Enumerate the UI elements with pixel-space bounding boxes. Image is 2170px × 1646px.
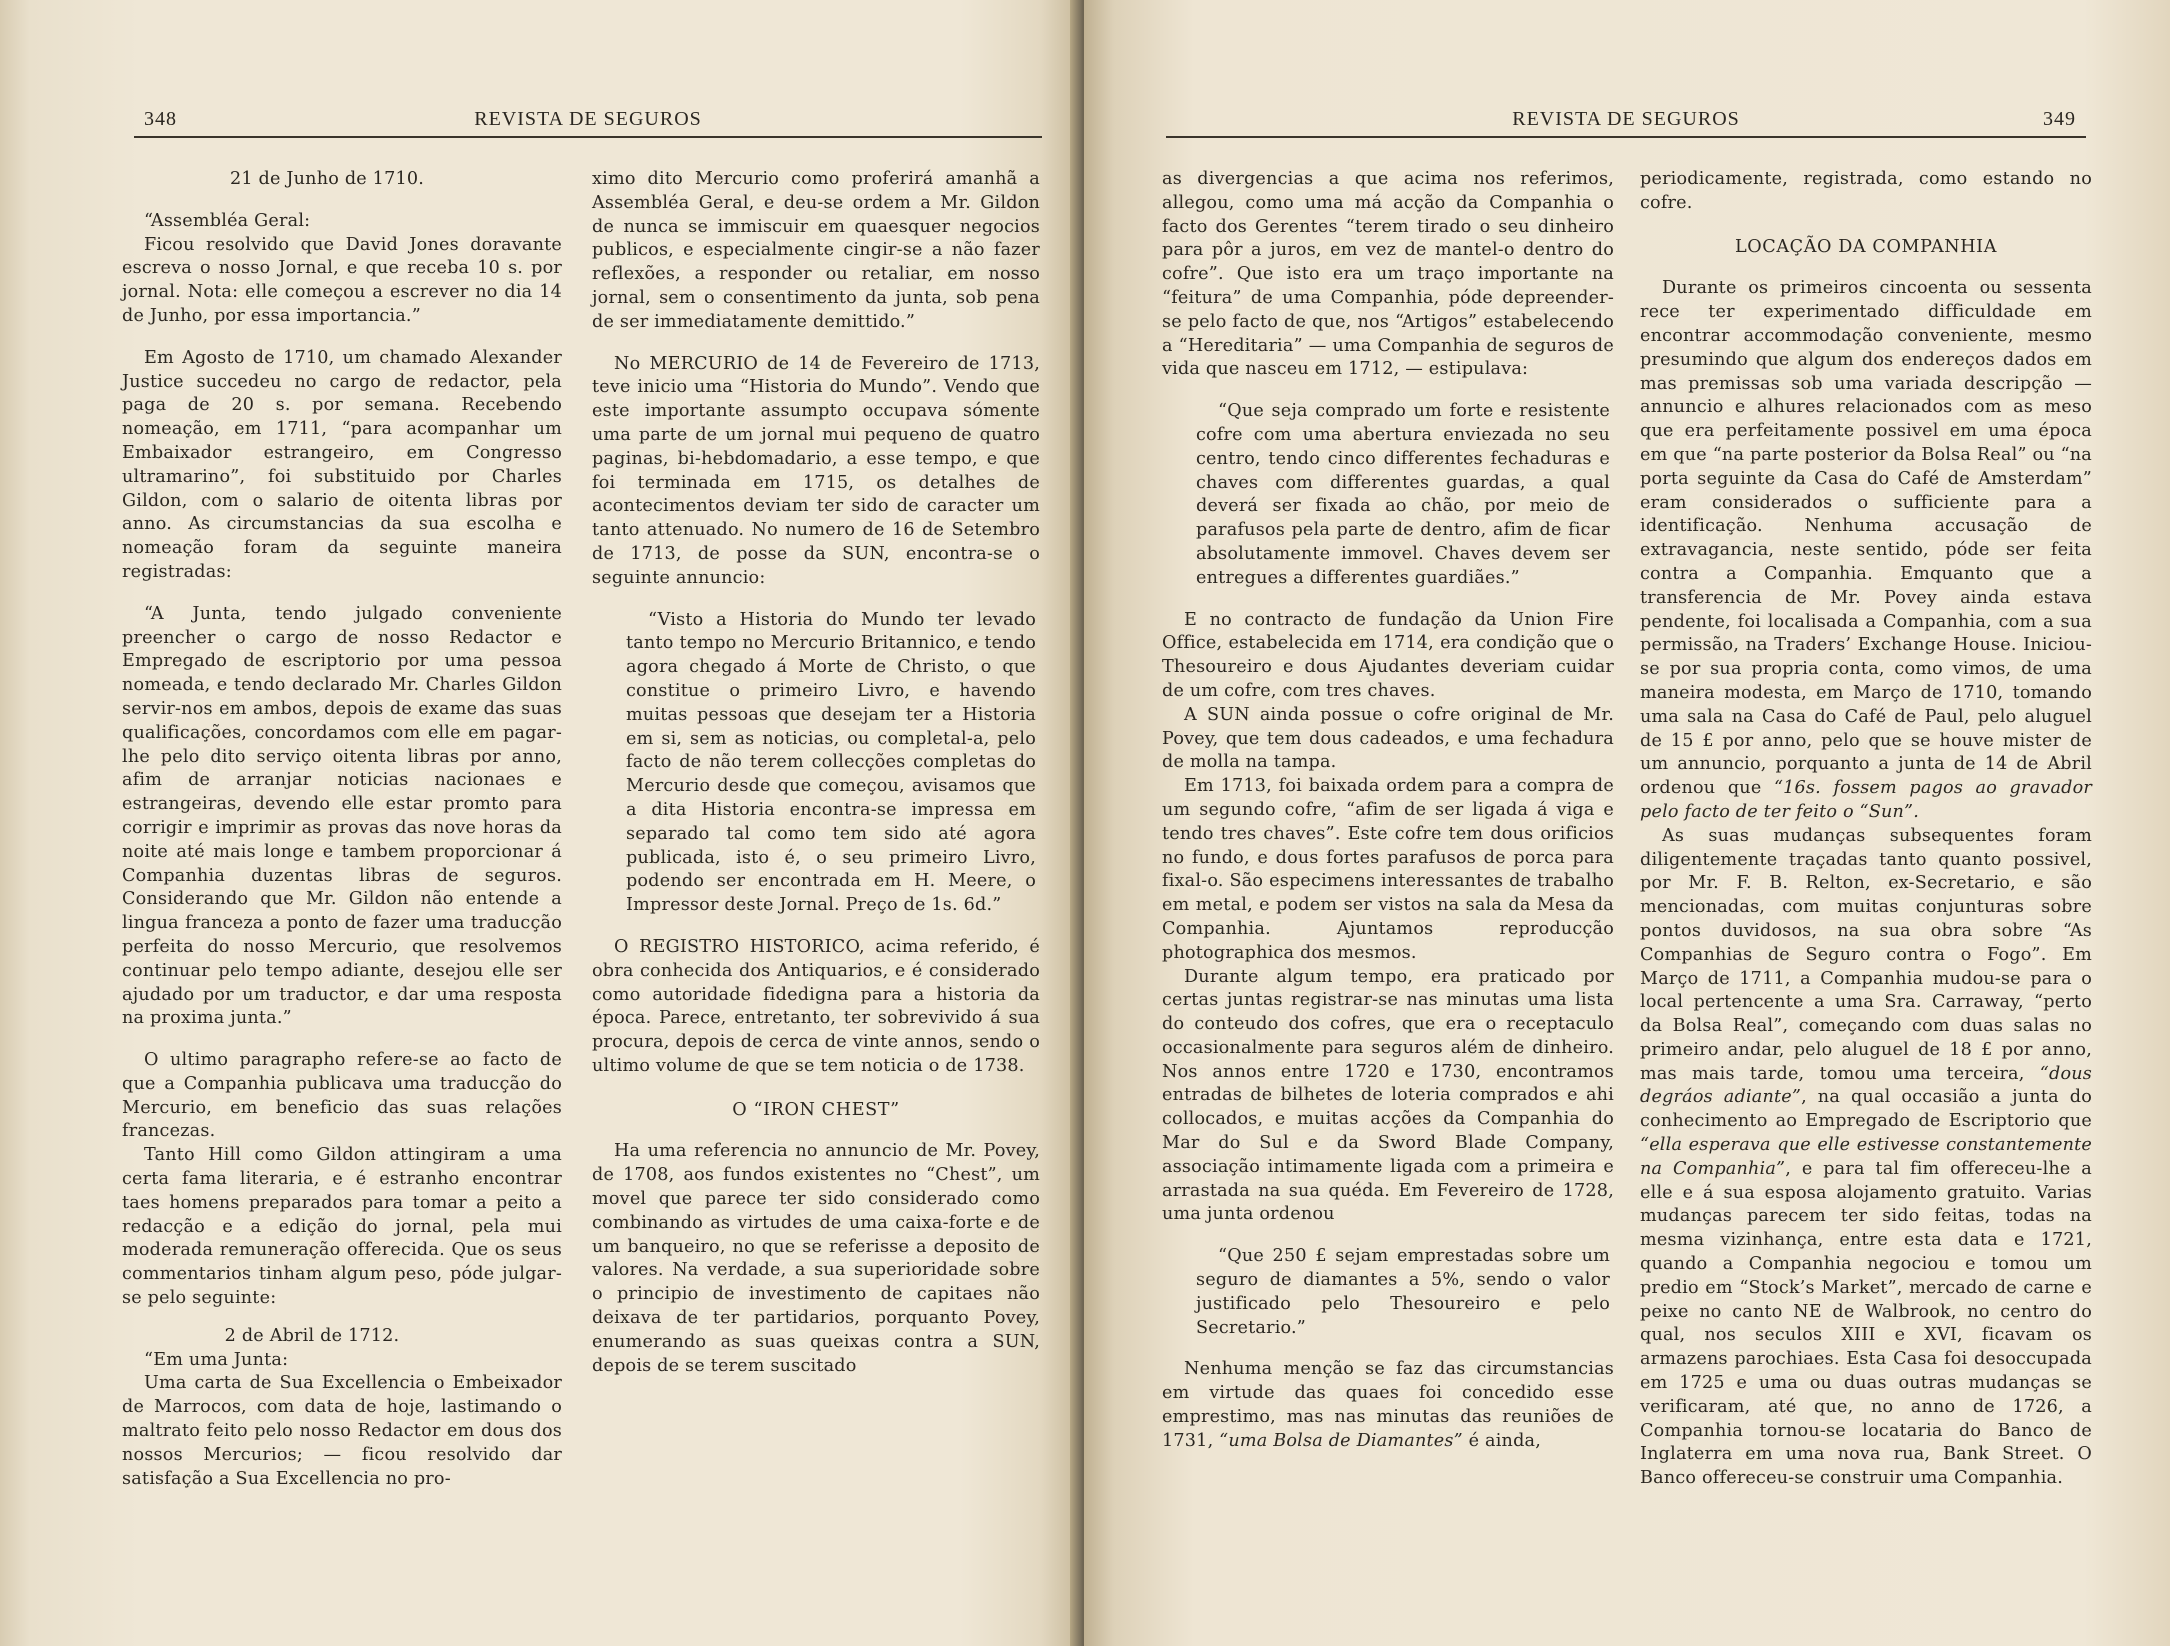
paragraph: Tanto Hill como Gildon attingiram a uma certa fama literaria, e é estranho encontrar taes homens preparados para tomar a peito a redacção e a edição do jornal, pela mui moderada remuneração offerecida. Que os seus commentarios tinham algum peso, póde julgar-se pelo seguinte: (122, 1145, 562, 1309)
left-page (0, 0, 1078, 1646)
paragraph (1640, 825, 2092, 1491)
paragraph: Ha uma referencia no annuncio de Mr. Povey, de 1708, aos fundos existentes no “Chest”, um movel que parece ter sido considerado como combinando as virtudes de uma caixa-forte e de um banqueiro, no que se referisse a deposito de valores. Na verdade, a sua superioridade sobre o principio de investimento de capitaes não deixava de ter partidarios, porquanto Povey, enumerando as suas queixas contra a SUN, depois de se terem suscitado (592, 1141, 1040, 1376)
paragraph (1162, 1358, 1614, 1453)
quoted-order: “Que 250 £ sejam emprestadas sobre um seguro de diamantes a 5%, sendo o valor justificado pelo Thesoureiro e pelo Secretario.” (1196, 1246, 1610, 1338)
paragraph: O ultimo paragrapho refere-se ao facto de que a Companhia publicava uma traducção do Mercurio, em beneficio das suas relações francezas. (122, 1050, 562, 1142)
section-heading: LOCAÇÃO DA COMPANHIA (1734, 236, 1998, 257)
left-column-2 (592, 168, 1040, 1378)
paragraph: “A Junta, tendo julgado conveniente preencher o cargo de nosso Redactor e Empregado de escriptorio por uma pessoa nomeada, e tendo declarado Mr. Charles Gildon servir-nos em ambos, depois de exame das suas qualificações, concordamos com elle em pagar-lhe pelo dito serviço oitenta libras por anno, afim de arranjar noticias nacionaes e estrangeiras, devendo elle estar promto para corrigir e imprimir as provas das nove horas da noite até mais longe e tambem proporcionar á Companhia duzentas libras de seguros. Considerando que Mr. Gildon não entende a lingua franceza a ponto de fazer uma traducção perfeita do nosso Mercurio, que resolvemos continuar pelo tempo adiante, desejou elle ser ajudado por um traductor, e dar uma resposta na proxima junta.” (122, 603, 562, 1029)
right-page-header (1166, 102, 2086, 138)
paragraph (1640, 277, 2092, 824)
italic-run: “ella esperava que elle estivesse constantemente na Companhia” (1640, 1135, 2092, 1179)
page-number: 349 (2043, 108, 2076, 130)
right-page (1084, 0, 2170, 1646)
quoted-announcement: “Visto a Historia do Mundo ter levado tanto tempo no Mercurio Britannico, e tendo agora chegado á Morte de Christo, o que constitue o primeiro Livro, e havendo muitas pessoas que desejam ter a Historia em si, sem as noticias, ou completal-a, pelo facto de não terem collecções completas do Mercurio desde que começou, avisamos que a dita Historia encontra-se impressa em separado tal como tem sido até agora publicada, isto é, o seu primeiro Livro, podendo ser encontrada em H. Meere, o Impressor deste Jornal. Preço de 1s. 6d.” (626, 609, 1036, 916)
right-column-2 (1640, 168, 2092, 1491)
paragraph: Durante algum tempo, era praticado por certas juntas registrar-se nas minutas uma lista do conteudo dos cofres, que era o receptaculo occasionalmente para seguros além de dinheiro. Nos annos entre 1720 e 1730, encontramos entradas de bilhetes de loteria comprados e ahi collocados, e muitas acções da Companhia do Mar do Sul e da Sword Blade Company, associação intimamente ligada com a primeira e arrastada na sua quéda. Em Fevereiro de 1728, uma junta ordenou (1162, 966, 1614, 1225)
italic-run: “uma Bolsa de Diamantes” (1219, 1430, 1463, 1451)
paragraph: A SUN ainda possue o cofre original de Mr. Povey, que tem dous cadeados, e uma fechadura de molla na tampa. (1162, 704, 1614, 773)
italic-run: “16s. fossem pagos ao gravador pelo facto de ter feito o “Sun”. (1640, 778, 2092, 822)
journal-title: REVISTA DE SEGUROS (474, 108, 702, 130)
text-run: , na qual occasião a junta do conhecimento ao Empregado de Escriptorio que (1640, 1087, 2092, 1132)
paragraph: as divergencias a que acima nos referimos, allegou, como uma má acção da Companhia o facto dos Gerentes “terem tirado o seu dinheiro para pôr a juros, em vez de mantel-o dentro do cofre”. Que isto era um traço importante na “feitura” de uma Companhia, póde depreender-se pelo facto de que, nos “Artigos” estabelecendo a “Hereditaria” — uma Companhia de seguros de vida que nasceu em 1712, — estipulava: (1162, 169, 1614, 380)
paragraph: Em 1713, foi baixada ordem para a compra de um segundo cofre, “afim de ser ligada á viga e tendo tres chaves”. Este cofre tem dous orificios no fundo, e dous fortes parafusos de porca para fixal-o. São especimens interessantes de trabalho em metal, e podem ser vistos na sala da Mesa da Companhia. Ajuntamos reproducção photographica dos mesmos. (1162, 776, 1614, 963)
text-run: Durante os primeiros cincoenta ou sessenta rece ter experimentado difficuldade em encontrar accommodação conveniente, mesmo presumindo que algum dos endereços dados em mas premissas sob uma variada descripção — annuncio e alhures relacionados com as meso que era perfeitamente possivel em uma época em que “na parte posterior da Bolsa Real” ou “na porta seguinte da Casa do Café de Amsterdam” eram considerados o sufficiente para a identificação. Nenhuma accusação de extravagancia, neste sentido, póde ser feita contra a Companhia. Emquanto que a transferencia de Mr. Povey ainda estava pendente, foi localisada a Companhia, com a sua permissão, na Traders’ Exchange House. Iniciou-se por sua propria conta, como vimos, de uma maneira modesta, em Março de 1710, tomando uma sala na Casa do Café de Paul, pelo aluguel de 15 £ por anno, pelo que se houve mister de um annuncio, porquanto a junta de 14 de Abril ordenou que (1640, 278, 2092, 799)
paragraph: periodicamente, registrada, como estando no cofre. (1640, 169, 2092, 213)
paragraph: Ficou resolvido que David Jones doravante escreva o nosso Jornal, e que receba 10 s. por jornal. Nota: elle começou a escrever no dia 14 de Junho, por essa importancia.” (122, 234, 562, 326)
paragraph: No MERCURIO de 14 de Fevereiro de 1713, teve inicio uma “Historia do Mundo”. Vendo que este importante assumpto occupava sómente uma parte de um jornal mui pequeno de quatro paginas, bi-hebdomadario, a esse tempo, e que foi terminada em 1715, os detalhes de acontecimentos deviam ter sido de caracter um tanto attenuado. No numero de 16 de Setembro de 1713, de posse da SUN, encontra-se o seguinte annuncio: (592, 353, 1040, 588)
text-run: As suas mudanças subsequentes foram diligentemente traçadas tanto quanto possivel, por Mr. F. B. Relton, ex-Secretario, e são mencionadas, com muitas conjunturas sobre pontos duvidosos, na sua obra sobre “As Companhias de Seguro contra o Fogo”. Em Março de 1711, a Companhia mudou-se para o local pertencente a uma Sra. Carraway, “perto da Bolsa Real”, começando com duas salas no primeiro andar, pelo aluguel de 18 £ por anno, mas mais tarde, tomou uma terceira, (1640, 825, 2092, 1084)
paragraph: ximo dito Mercurio como proferirá amanhã a Assembléa Geral, e deu-se ordem a Mr. Gildon de nunca se immiscuir em quaesquer negocios publicos, e especialmente cingir-se a não fazer reflexões, a responder ou retaliar, em nosso jornal, sem o consentimento da junta, sob pena de ser immediatamente demittido.” (592, 169, 1040, 332)
paragraph: Uma carta de Sua Excellencia o Embeixador de Marrocos, com data de hoje, lastimando o maltrato feito pelo nosso Redactor em dous dos nossos Mercurios; — ficou resolvido dar satisfação a Sua Excellencia no pro- (122, 1373, 562, 1489)
left-page-header (134, 102, 1042, 138)
right-column-1 (1162, 168, 1614, 1454)
paragraph: Em Agosto de 1710, um chamado Alexander Justice succedeu no cargo de redactor, pela paga de 20 s. por semana. Recebendo nomeação, em 1711, “para acompanhar um Embaixador estrangeiro, em Congresso ultramarino”, foi substituido por Charles Gildon, com o salario de oitenta libras por anno. As circumstancias da sua escolha e nomeação foram da seguinte maneira registradas: (122, 347, 562, 582)
paragraph: “Em uma Junta: (144, 1349, 289, 1370)
text-run: , e para tal fim offereceu-lhe a elle e á sua esposa alojamento gratuito. Varias mudanças parecem ter sido feitas, todas na mesma vizinhança, entre esta data e 1721, quando a Companhia negociou e tomou um predio em “Stock’s Market”, mercado de carne e peixe no canto NE de Walbrook, no centro do qual, nos seculos XIII e XVI, ficavam os armazens parochiaes. Esta Casa foi desoccupada em 1725 e uma ou duas outras mudanças se verificaram, até que, no anno de 1726, a Companhia tornou-se locataria do Banco de Inglaterra em uma nova rua, Bank Street. O Banco offereceu-se construir uma Companhia. (1640, 1158, 2093, 1489)
paragraph: O REGISTRO HISTORICO, acima referido, é obra conhecida dos Antiquarios, e é considerado como autoridade fidedigna para a historia da época. Parece, entretanto, ter sobrevivido á sua procura, depois de cerca de vinte annos, sendo o ultimo volume de que se tem noticia o de 1738. (592, 936, 1040, 1076)
paragraph: E no contracto de fundação da Union Fire Office, estabelecida em 1714, era condição que o Thesoureiro e dous Ajudantes deveriam cuidar de um cofre, com tres chaves. (1162, 609, 1614, 701)
page-number: 348 (144, 108, 177, 130)
left-column-1 (122, 168, 562, 1491)
italic-run: “dous degráos adiante” (1640, 1063, 2092, 1108)
text-run: é ainda, (1462, 1430, 1542, 1451)
date-heading: 21 de Junho de 1710. (229, 169, 425, 189)
text-run: Nenhuma menção se faz das circumstancias em virtude das quaes foi concedido esse emprestimo, mas nas minutas das reuniões de 1731, (1162, 1359, 1614, 1451)
quoted-statute: “Que seja comprado um forte e resistente cofre com uma abertura enviezada no seu centro, tendo cinco differentes fechaduras e chaves com differentes guardas, a qual deverá ser fixada ao chão, por meio de parafusos pela parte de dentro, afim de ficar absolutamente immovel. Chaves devem ser entregues a differentes guardiães.” (1196, 401, 1610, 588)
section-heading: O “IRON CHEST” (732, 1099, 900, 1120)
paragraph: “Assembléa Geral: (144, 210, 311, 231)
journal-title: REVISTA DE SEGUROS (1512, 108, 1740, 130)
date-heading: 2 de Abril de 1712. (224, 1325, 400, 1346)
